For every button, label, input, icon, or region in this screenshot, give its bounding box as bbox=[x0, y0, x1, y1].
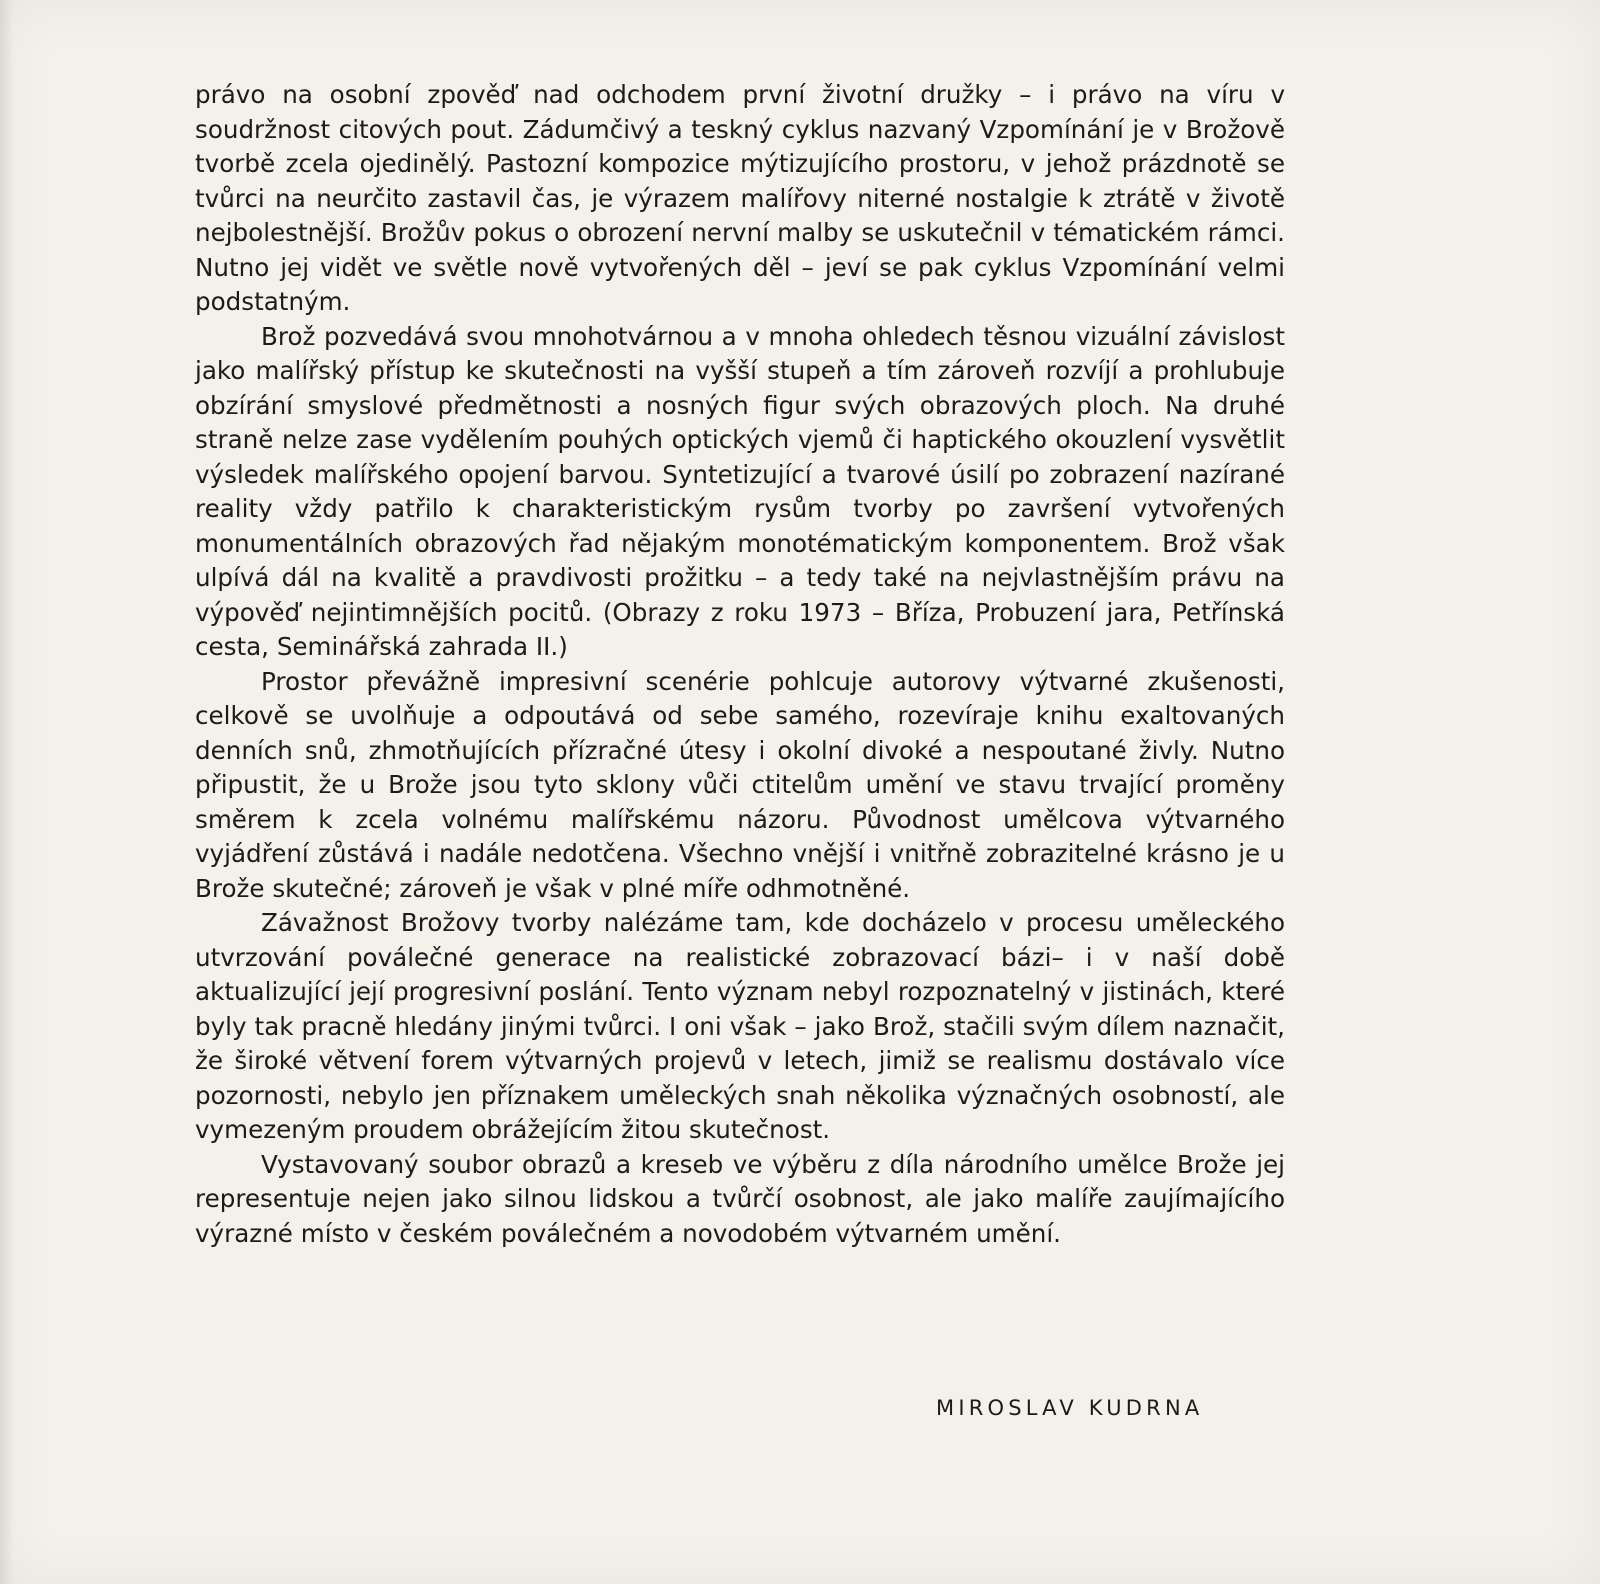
article-body bbox=[195, 78, 1285, 1251]
article-paragraph-1: právo na osobní zpověď nad odchodem první životní družky – i právo na víru v soudržnost citových pout. Zádumčivý a teskný cyklus nazvaný Vzpomínání je v Brožově tvorbě zcela ojedinělý. Pastozní kompozice mýtizujícího prostoru, v jehož prázdnotě se tvůrci na neurčito zastavil čas, je výrazem malířovy niterné nostalgie k ztrátě v životě nejbolestnější. Brožův pokus o obrození nervní malby se uskutečnil v tématickém rámci. Nutno jej vidět ve světle nově vytvořených děl – jeví se pak cyklus Vzpomínání velmi podstatným. bbox=[195, 80, 1285, 316]
page-fold-shadow bbox=[0, 0, 14, 1584]
article-paragraph-4: Závažnost Brožovy tvorby nalézáme tam, kde docházelo v procesu uměleckého utvrzování poválečné generace na realistické zobrazovací bázi– i v naší době aktualizující její progresivní poslání. Tento význam nebyl rozpoznatelný v jistinách, které byly tak pracně hledány jinými tvůrci. I oni však – jako Brož, stačili svým dílem naznačit, že široké větvení forem výtvarných projevů v letech, jimiž se realismu dostávalo více pozornosti, nebylo jen příznakem uměleckých snah několika význačných osobností, ale vymezeným proudem obrážejícím žitou skutečnost. bbox=[195, 908, 1285, 1144]
article-paragraph-2: Brož pozvedává svou mnohotvárnou a v mnoha ohledech těsnou vizuální závislost jako malířský přístup ke skutečnosti na vyšší stupeň a tím zároveň rozvíjí a prohlubuje obzírání smyslové předmětnosti a nosných figur svých obrazových ploch. Na druhé straně nelze zase vydělením pouhých optických vjemů či haptického okouzlení vysvětlit výsledek malířského opojení barvou. Syntetizující a tvarové úsilí po zobrazení nazírané reality vždy patřilo k charakteristickým rysům tvorby po završení vytvořených monumentálních obrazových řad nějakým monotématickým komponentem. Brož však ulpívá dál na kvalitě a pravdivosti prožitku – a tedy také na nejvlastnějším právu na výpověď nejintimnějších pocitů. (Obrazy z roku 1973 – Bříza, Probuzení jara, Petřínská cesta, Seminářská zahrada II.) bbox=[195, 321, 1285, 661]
author-signature: MIROSLAV KUDRNA bbox=[936, 1396, 1204, 1420]
article-paragraph-5: Vystavovaný soubor obrazů a kreseb ve výběru z díla národního umělce Brože jej representuje nejen jako silnou lidskou a tvůrčí osobnost, ale jako malíře zaujímajícího výrazné místo v českém poválečném a novodobém výtvarném umění. bbox=[195, 1149, 1285, 1248]
article-paragraph-3: Prostor převážně impresivní scenérie pohlcuje autorovy výtvarné zkušenosti, celkově se uvolňuje a odpoutává od sebe samého, rozevíraje knihu exaltovaných denních snů, zhmotňujících přízračné útesy i okolní divoké a nespoutané živly. Nutno připustit, že u Brože jsou tyto sklony vůči ctitelům umění ve stavu trvající proměny směrem k zcela volnému malířskému názoru. Původnost umělcova výtvarného vyjádření zůstává i nadále nedotčena. Všechno vnější i vnitřně zobrazitelné krásno je u Brože skutečné; zároveň je však v plné míře odhmotněné. bbox=[195, 666, 1285, 903]
